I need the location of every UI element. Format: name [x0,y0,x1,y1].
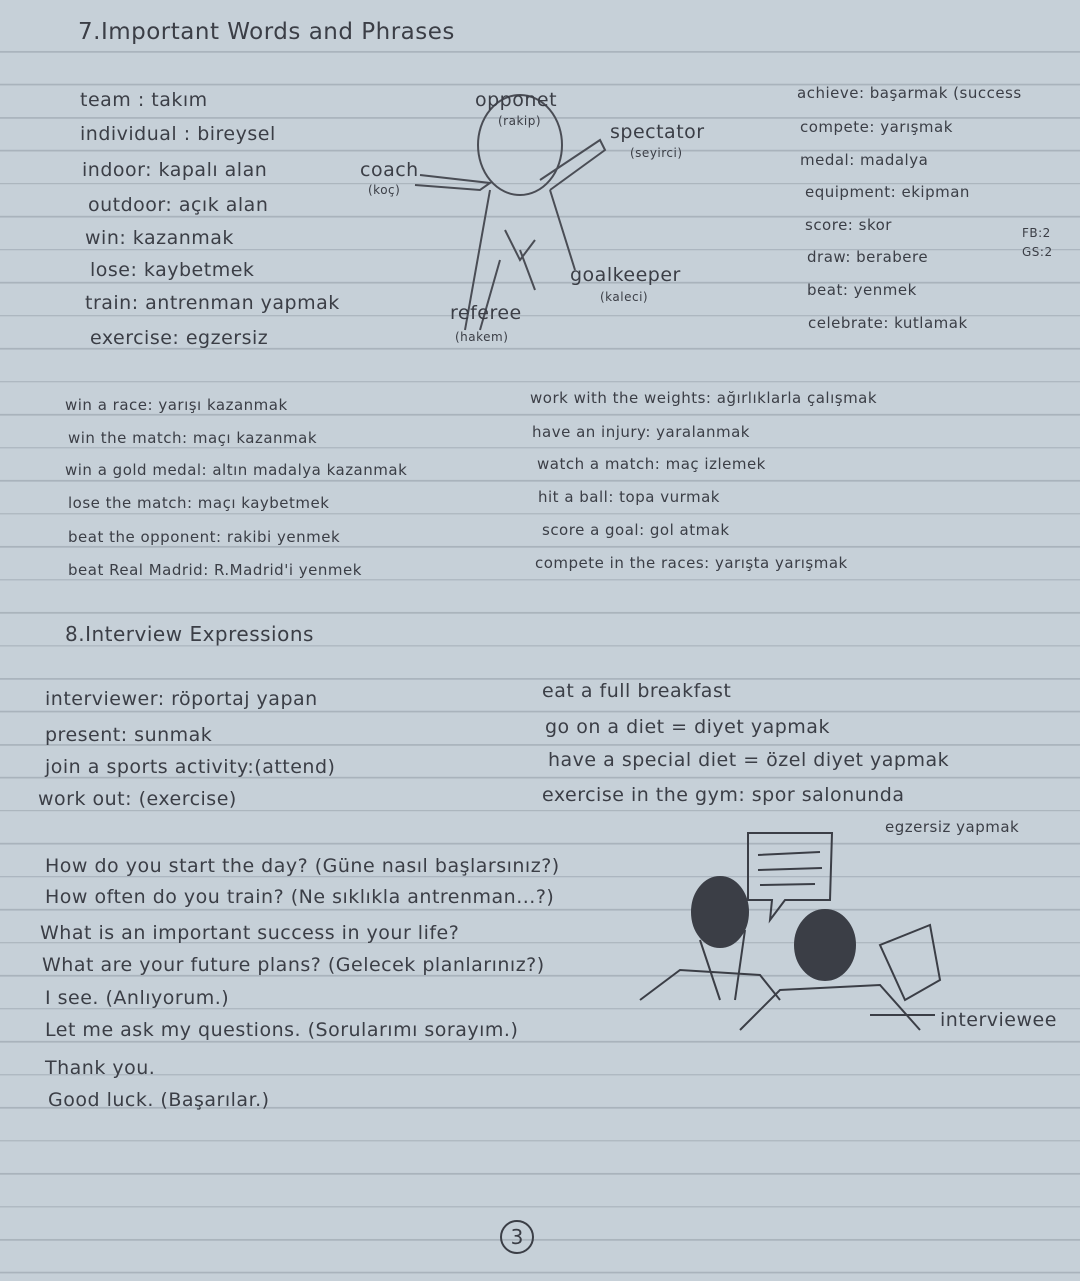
word-item: indoor: kapalı alan [82,159,268,181]
word-item: team : takım [80,89,208,111]
word-item: celebrate: kutlamak [808,314,968,332]
phrase-item: work with the weights: ağırlıklarla çalışmak [530,389,878,407]
question-item: How do you start the day? (Güne nasıl başlarsınız?) [45,855,560,877]
word-item: outdoor: açık alan [88,194,269,216]
expression-item: eat a full breakfast [542,680,732,702]
section-7-title: 7.Important Words and Phrases [78,19,455,45]
phrase-item: beat the opponent: rakibi yenmek [68,528,341,546]
page-number: 3 [500,1220,534,1254]
label-coach-tr: (koç) [368,183,401,197]
label-opponent-tr: (rakip) [498,114,542,128]
label-referee: referee [450,302,522,324]
question-item: Let me ask my questions. (Sorularımı sorayım.) [45,1019,519,1041]
interview-drawing [640,833,940,1030]
phrase-item: win the match: maçı kazanmak [68,429,318,447]
phrase-item: hit a ball: topa vurmak [538,488,720,506]
question-item: What is an important success in your life? [40,922,460,944]
word-item: win: kazanmak [85,227,234,249]
word-item: achieve: başarmak (success [797,84,1022,102]
phrase-item: win a gold medal: altın madalya kazanmak [65,461,408,479]
label-goalkeeper-tr: (kaleci) [600,290,649,304]
word-item: lose: kaybetmek [90,259,255,281]
label-spectator-tr: (seyirci) [630,146,683,160]
word-item: draw: berabere [807,248,929,266]
expression-item: work out: (exercise) [38,788,237,810]
expression-item: interviewer: röportaj yapan [45,688,318,710]
word-item: equipment: ekipman [805,183,970,201]
phrase-item: win a race: yarışı kazanmak [65,396,288,414]
question-item: I see. (Anlıyorum.) [45,987,230,1009]
question-item: Good luck. (Başarılar.) [48,1089,270,1111]
word-item: exercise: egzersiz [90,327,269,349]
phrase-item: score a goal: gol atmak [542,521,730,539]
label-goalkeeper: goalkeeper [570,264,681,286]
word-item: medal: madalya [800,151,929,169]
question-item: What are your future plans? (Gelecek planlarınız?) [42,954,545,976]
phrase-item: beat Real Madrid: R.Madrid'i yenmek [68,561,362,579]
label-referee-tr: (hakem) [455,330,509,344]
phrase-item: have an injury: yaralanmak [532,423,750,441]
word-item: individual : bireysel [80,123,276,145]
expression-item: join a sports activity:(attend) [45,756,336,778]
phrase-item: compete in the races: yarışta yarışmak [535,554,848,572]
expression-item: egzersiz yapmak [885,818,1020,836]
label-opponent: opponet [475,89,558,111]
label-spectator: spectator [610,121,705,143]
phrase-item: lose the match: maçı kaybetmek [68,494,330,512]
label-coach: coach [360,159,419,181]
word-item: train: antrenman yapmak [85,292,340,314]
expression-item: go on a diet = diyet yapmak [545,716,830,738]
word-item: score: skor [805,216,892,234]
word-item: compete: yarışmak [800,118,953,136]
interviewee-label: interviewee [940,1009,1057,1031]
question-item: How often do you train? (Ne sıklıkla antrenman...?) [45,886,555,908]
phrase-item: watch a match: maç izlemek [537,455,766,473]
score-note: GS:2 [1022,245,1053,259]
section-8-title: 8.Interview Expressions [65,622,314,646]
question-item: Thank you. [45,1057,156,1079]
expression-item: present: sunmak [45,724,213,746]
word-item: beat: yenmek [807,281,917,299]
expression-item: have a special diet = özel diyet yapmak [548,749,950,771]
score-note: FB:2 [1022,226,1051,240]
expression-item: exercise in the gym: spor salonunda [542,784,905,806]
speech-bubble-icon [748,833,832,920]
stick-figure-drawing [415,95,605,330]
